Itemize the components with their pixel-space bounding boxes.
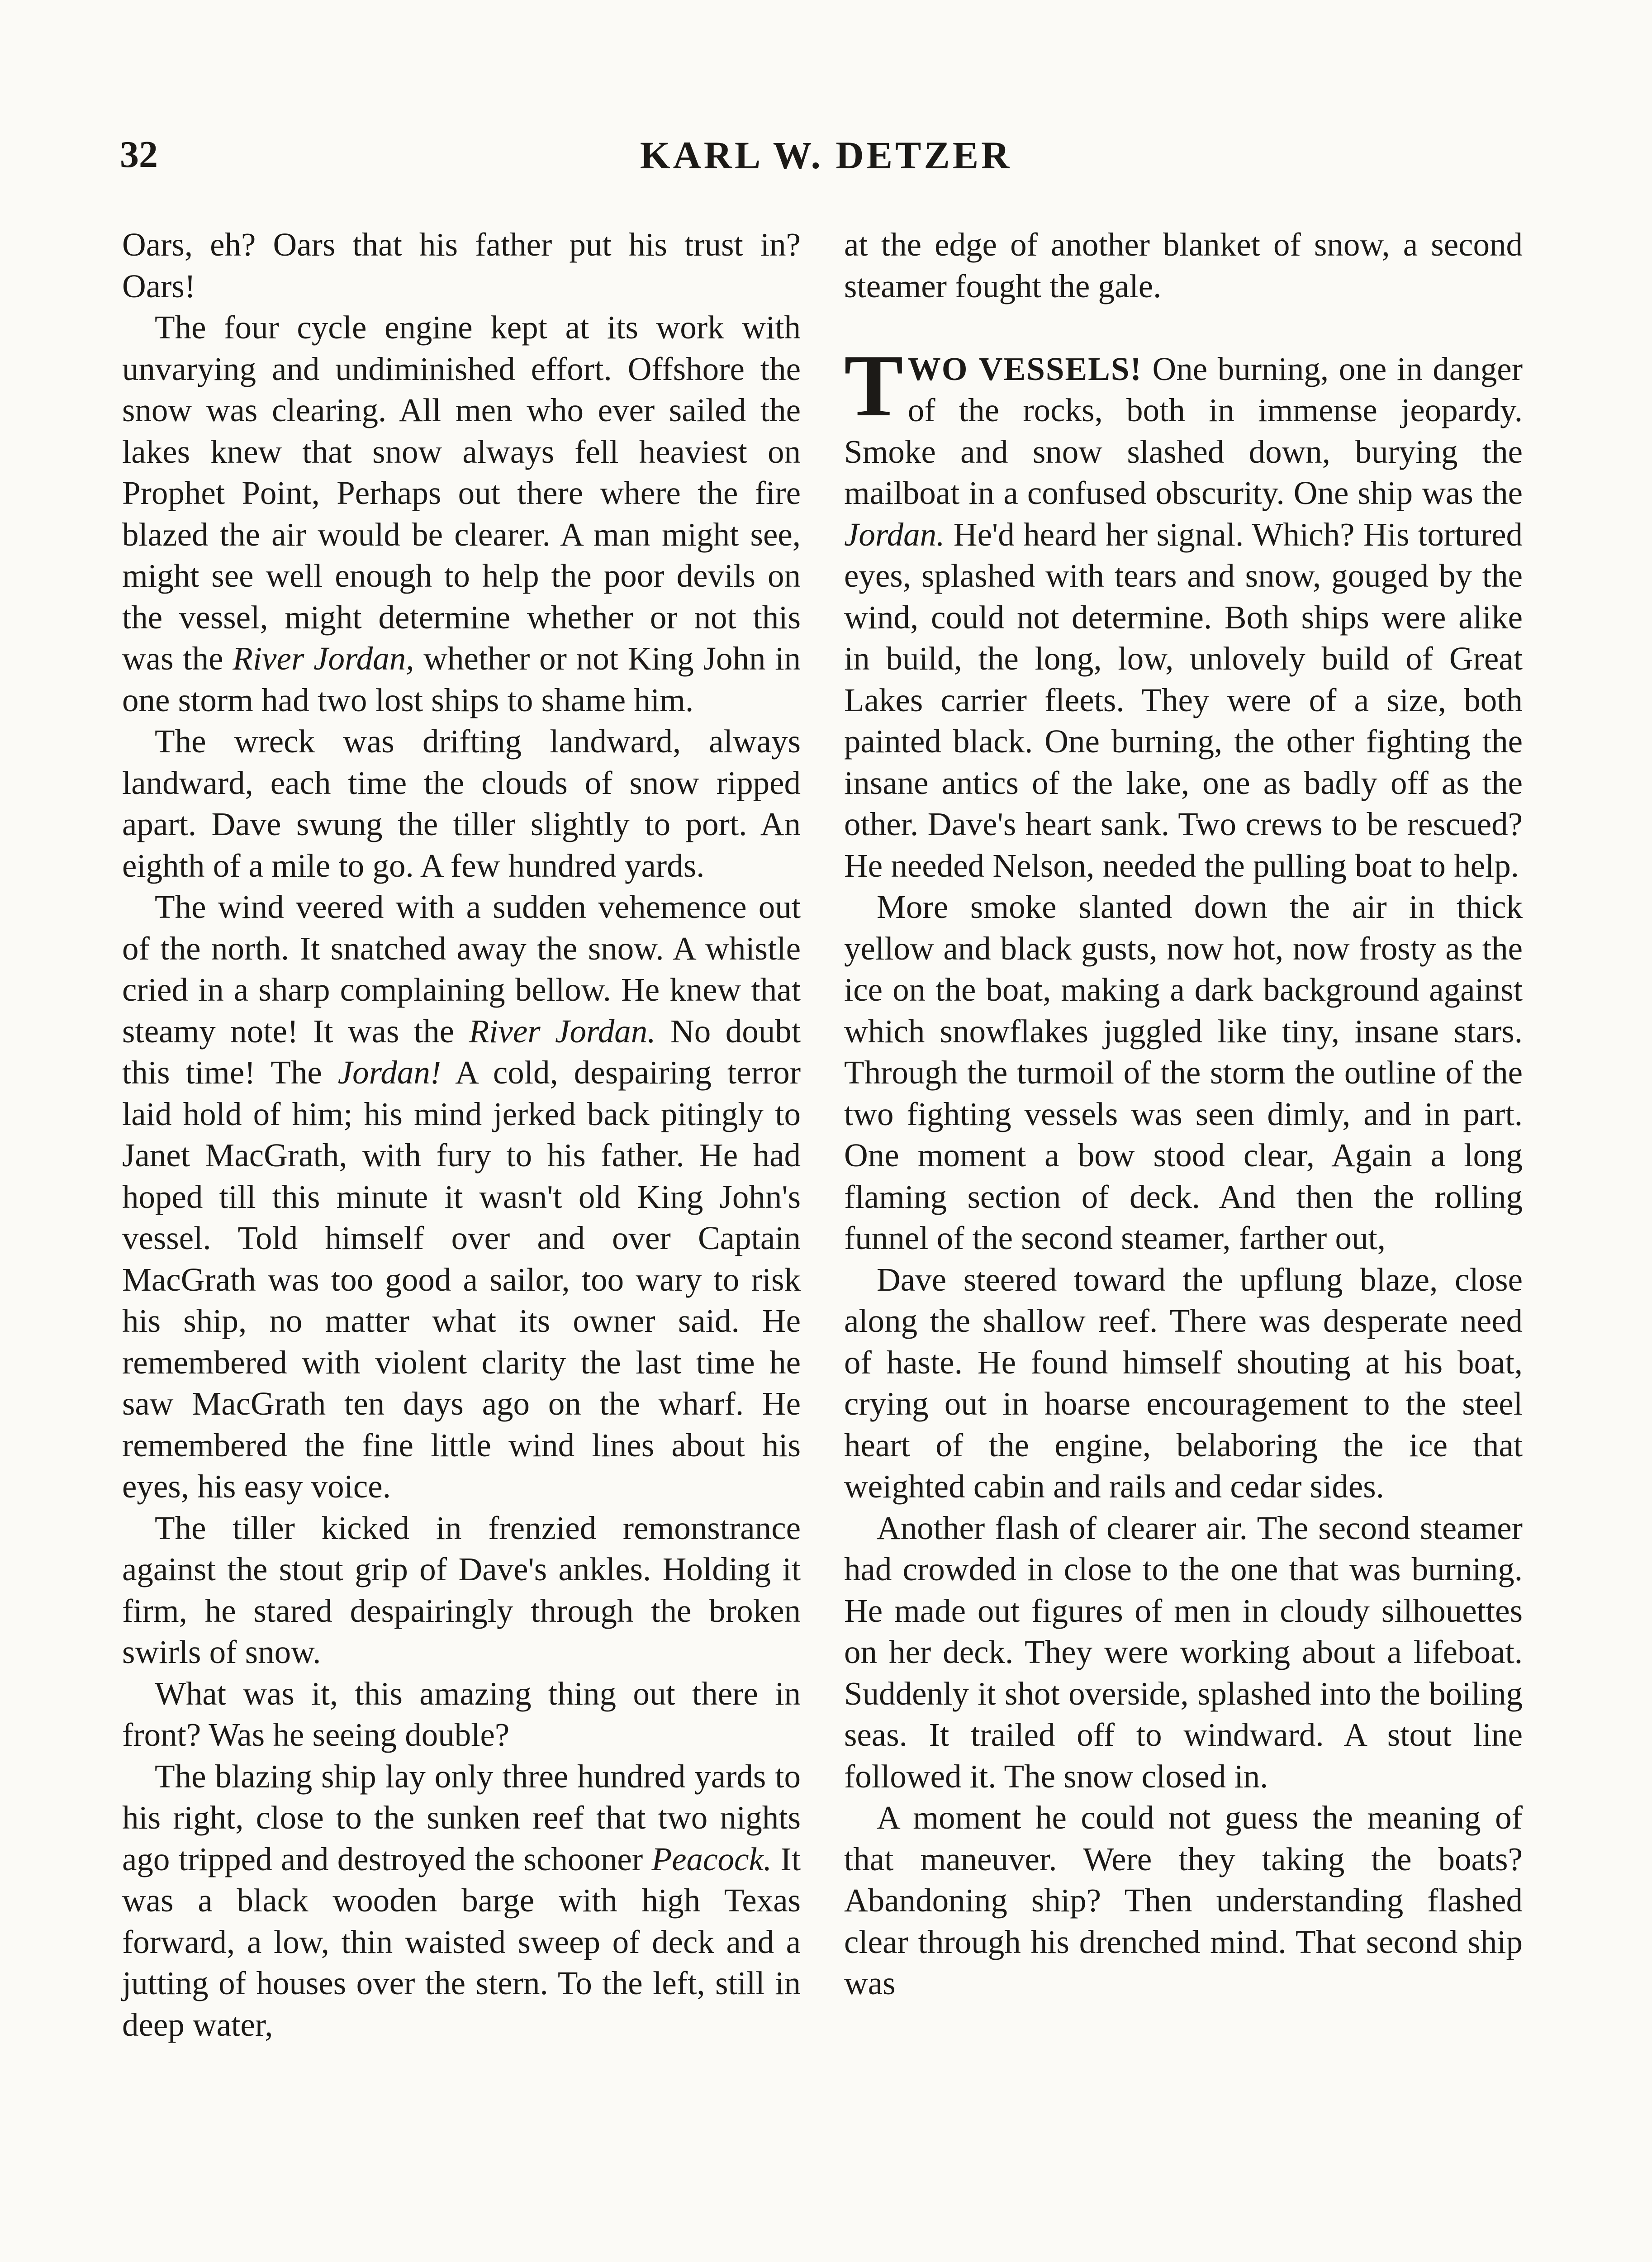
ship-name: Peacock. [651,1840,772,1877]
paragraph-text: The blazing ship lay only three hundred yards to his right, close to the sunken reef that two nights ago tripped and destroyed the schooner [122,1758,801,1877]
paragraph [844,886,1523,1259]
paragraph-text: More smoke slanted down the air in thick yellow and black gusts, now hot, now frosty as the ice on the boat, making a dark background against which snowflakes juggled like tiny, insane stars. Through the turmoil of the storm the outline of the two fighting vessels was seen dimly, and in part. One moment a bow stood clear, Again a long flaming section of deck. And then the rolling funnel of the second steamer, farther out, [844,889,1523,1256]
paragraph [844,1507,1523,1797]
ship-name: Jordan! [337,1054,441,1091]
paragraph [122,1756,801,2046]
paragraph-text: The wind veered with a sudden vehemence out of the north. It snatched away the snow. A whistle cried in a sharp complaining bellow. He knew that steamy note! It was the [122,889,801,1050]
running-head: KARL W. DETZER [640,133,1012,177]
drop-cap: T [844,336,903,435]
paragraph-text: He'd heard her signal. Which? His tortured eyes, splashed with tears and snow, gouged by the wind, could not determine. Both ships were alike in build, the long, low, unlovely build of Great Lakes carrier fleets. They were of a size, both painted black. One burning, the other fighting the insane antics of the lake, one as badly off as the other. Dave's heart sank. Two crews to be rescued? He needed Nelson, needed the pulling boat to help. [844,516,1523,884]
paragraph [844,1797,1523,2004]
paragraph-text: The tiller kicked in frenzied remonstrance against the stout grip of Dave's ankles. Holding it firm, he stared despairingly through the broken swirls of snow. [122,1509,801,1670]
paragraph [122,1507,801,1673]
paragraph-text: A cold, despairing terror laid hold of him; his mind jerked back pitingly to Janet MacGrath, with fury to his father. He had hoped till this minute it wasn't old King John's vessel. Told himself over and over Captain MacGrath was too good a sailor, too wary to risk his ship, no matter what its owner said. He remembered with violent clarity the last time he saw MacGrath ten days ago on the wharf. He remembered the fine little wind lines about his eyes, his easy voice. [122,1054,801,1505]
paragraph [122,721,801,886]
paragraph [122,886,801,1507]
paragraph-text: What was it, this amazing thing out there in front? Was he seeing double? [122,1675,801,1753]
paragraph-text: One burning, one in danger of the rocks, both in immense jeopardy. Smoke and snow slashed down, burying the mailboat in a confused obscurity. One ship was the [844,350,1523,511]
left-column [122,224,801,2045]
paragraph-text: whether or not King John in one storm had two lost ships to shame him. [122,640,801,718]
paragraph [122,224,801,307]
ship-name: River Jordan, [233,640,414,677]
paragraph [844,224,1523,307]
section-lead-in: WO VESSELS! [907,350,1142,387]
paragraph-text: A moment he could not guess the meaning of that maneuver. Were they taking the boats? Abandoning ship? Then understanding flashed clear through his drenched mind. That second ship was [844,1799,1523,2001]
paragraph-text: at the edge of another blanket of snow, a second steamer fought the gale. [844,226,1523,304]
ship-name: River Jordan. [469,1012,656,1050]
section-opening-paragraph [844,336,1523,887]
paragraph [122,307,801,721]
paragraph-text: The four cycle engine kept at its work with unvarying and undiminished effort. Offshore the snow was clearing. All men who ever sailed the lakes knew that snow always fell heaviest on Prophet Point, Perhaps out there where the fire blazed the air would be clearer. A man might see, might see well enough to help the poor devils on the vessel, might determine whether or not this was the [122,309,801,677]
paragraph [122,1673,801,1756]
paragraph-text: Dave steered toward the upflung blaze, close along the shallow reef. There was desperate need of haste. He found himself shouting at his boat, crying out in hoarse encouragement to the steel heart of the engine, belaboring the ice that weighted cabin and rails and cedar sides. [844,1261,1523,1505]
paragraph-text: Another flash of clearer air. The second steamer had crowded in close to the one that was burning. He made out figures of men in cloudy silhouettes on her deck. They were working about a lifeboat. Suddenly it shot overside, splashed into the boiling seas. It trailed off to windward. A stout line followed it. The snow closed in. [844,1509,1523,1795]
ship-name: Jordan. [844,516,945,553]
page-number: 32 [120,133,158,176]
paragraph-text: Oars, eh? Oars that his father put his trust in? Oars! [122,226,801,304]
paragraph [844,1259,1523,1507]
paragraph-text: It was a black wooden barge with high Texas forward, a low, thin waisted sweep of deck and a jutting of houses over the stern. To the left, still in deep water, [122,1840,801,2043]
right-column [844,224,1523,2004]
paragraph-text: No doubt this time! The [122,1012,801,1091]
paragraph-text: The wreck was drifting landward, always landward, each time the clouds of snow ripped apart. Dave swung the tiller slightly to port. An eighth of a mile to go. A few hundred yards. [122,723,801,884]
